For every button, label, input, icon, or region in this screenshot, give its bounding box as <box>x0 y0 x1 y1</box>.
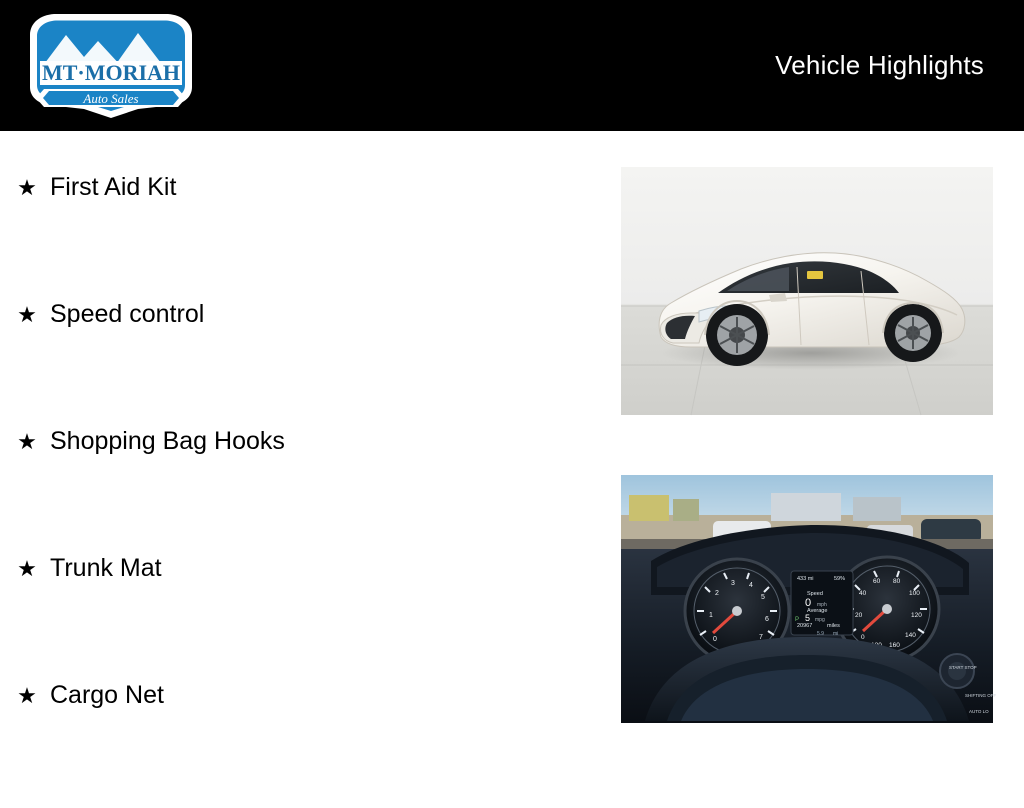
list-item <box>0 427 600 554</box>
list-item <box>0 300 600 427</box>
list-item <box>0 681 600 808</box>
dealer-logo <box>18 5 204 127</box>
feature-label: Trunk Mat <box>50 554 162 582</box>
feature-label: Cargo Net <box>50 681 164 709</box>
svg-text:120: 120 <box>911 612 922 619</box>
svg-text:0: 0 <box>861 634 865 641</box>
svg-text:6: 6 <box>765 616 769 623</box>
star-icon: ★ <box>17 683 37 708</box>
average-label: Average <box>807 608 828 614</box>
svg-text:5: 5 <box>761 594 765 601</box>
svg-text:140: 140 <box>905 632 916 639</box>
fuel-readout: 59% <box>834 576 846 582</box>
svg-text:2: 2 <box>715 590 719 597</box>
average-value: 5 <box>805 613 811 623</box>
range-readout: 433 mi <box>797 576 814 582</box>
star-icon: ★ <box>17 556 37 581</box>
start-stop-label: START STOP <box>949 665 977 670</box>
list-item <box>0 173 600 300</box>
average-unit: mpg <box>815 617 825 623</box>
feature-label: First Aid Kit <box>50 173 177 201</box>
logo-subtext: Auto Sales <box>83 91 139 106</box>
svg-text:160: 160 <box>889 642 900 649</box>
svg-text:7: 7 <box>759 634 763 641</box>
gear-indicator: P <box>795 617 800 623</box>
speed-label: Speed <box>807 591 823 597</box>
star-icon: ★ <box>17 302 37 327</box>
vehicle-highlights-list <box>0 131 600 768</box>
svg-text:80: 80 <box>893 578 901 585</box>
speed-value: 0 <box>805 597 812 609</box>
svg-text:0: 0 <box>713 636 717 643</box>
trip-unit: mi <box>833 631 839 637</box>
svg-text:60: 60 <box>873 578 881 585</box>
svg-text:3: 3 <box>731 580 735 587</box>
page-title: Vehicle Highlights <box>775 50 984 80</box>
vehicle-exterior-photo <box>621 167 993 415</box>
auto-label: AUTO LO <box>969 709 989 714</box>
feature-label: Speed control <box>50 300 205 328</box>
vehicle-interior-photo <box>621 475 997 723</box>
svg-text:1: 1 <box>709 612 713 619</box>
feature-label: Shopping Bag Hooks <box>50 427 285 455</box>
list-item <box>0 554 600 681</box>
star-icon: ★ <box>17 429 37 454</box>
trip-value: 5.9 <box>817 631 824 637</box>
svg-text:100: 100 <box>909 590 920 597</box>
svg-text:20: 20 <box>855 612 863 619</box>
star-icon: ★ <box>17 175 37 200</box>
logo-wordmark: MT·MORIAH <box>41 60 181 85</box>
svg-text:40: 40 <box>859 590 867 597</box>
odometer-unit: miles <box>827 623 840 629</box>
odometer-value: 20967 <box>797 623 813 629</box>
speed-unit: mph <box>817 602 827 608</box>
shifting-label: SHIFTING OFF <box>965 693 997 698</box>
page-header <box>0 0 1024 131</box>
svg-text:4: 4 <box>749 582 753 589</box>
